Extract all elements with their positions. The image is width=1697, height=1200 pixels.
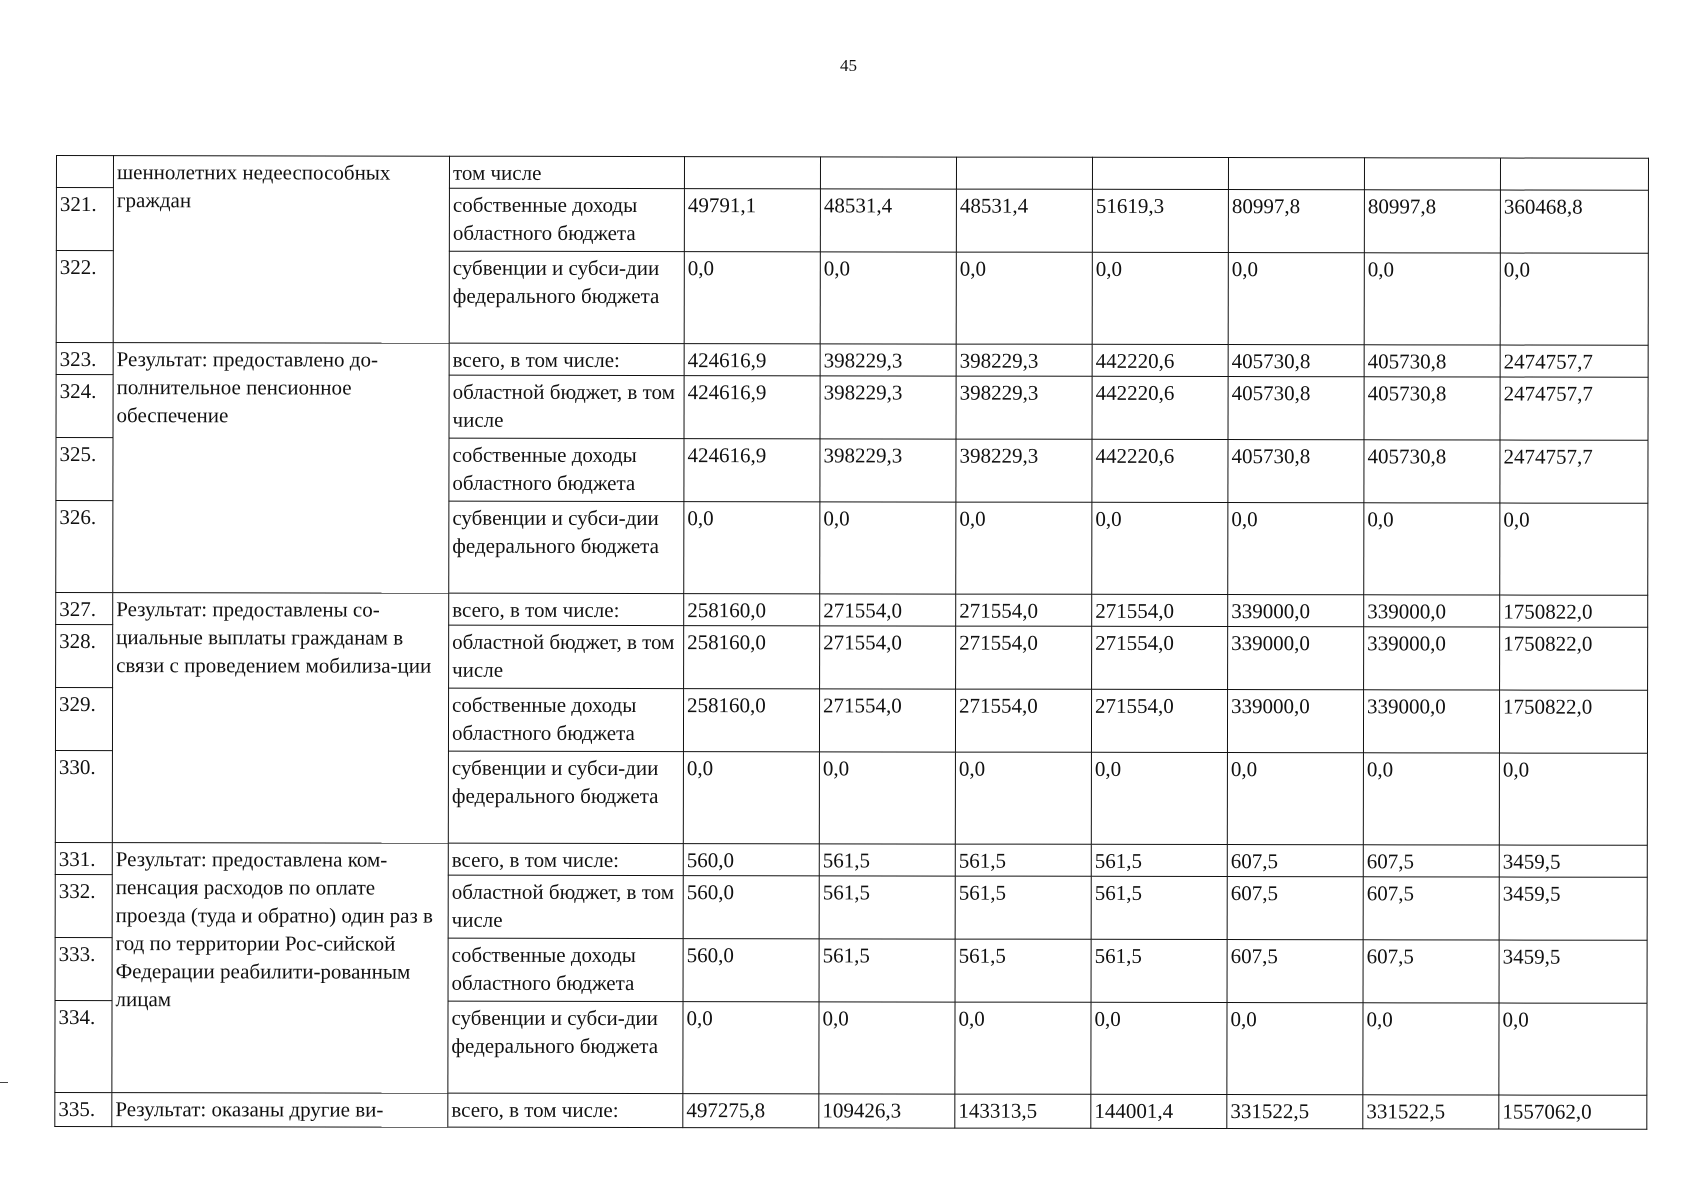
row-number-cell: 333.	[55, 937, 112, 1000]
amount-cell: 561,5	[819, 939, 955, 1002]
amount-cell: 497275,8	[683, 1094, 819, 1128]
amount-cell: 2474757,7	[1500, 345, 1648, 377]
amount-cell: 0,0	[683, 752, 819, 844]
amount-cell: 80997,8	[1228, 190, 1364, 253]
amount-cell: 398229,3	[956, 376, 1092, 439]
row-number-cell: 324.	[56, 375, 113, 438]
amount-cell: 405730,8	[1228, 345, 1364, 377]
amount-cell: 258160,0	[683, 689, 819, 752]
amount-cell: 442220,6	[1092, 344, 1228, 376]
amount-cell: 424616,9	[684, 439, 820, 502]
amount-cell: 0,0	[1228, 503, 1364, 595]
amount-cell: 0,0	[1363, 753, 1499, 845]
table-row	[56, 343, 1648, 378]
amount-cell: 405730,8	[1364, 345, 1500, 377]
amount-cell: 0,0	[956, 252, 1092, 344]
amount-cell: 0,0	[1364, 253, 1500, 345]
funding-source-cell: субвенции и субси-дии федерального бюджета	[449, 251, 684, 343]
amount-cell: 0,0	[1500, 503, 1648, 595]
amount-cell: 331522,5	[1227, 1095, 1363, 1129]
amount-cell: 271554,0	[820, 594, 956, 626]
table-body	[55, 156, 1649, 1130]
row-number-cell: 323.	[56, 343, 113, 375]
amount-cell: 1750822,0	[1500, 595, 1648, 627]
amount-cell: 560,0	[683, 844, 819, 876]
result-description-cell: Результат: предоставлено до-полнительное пенсионное обеспечение	[113, 343, 449, 594]
amount-cell: 109426,3	[819, 1094, 955, 1128]
amount-cell: 271554,0	[819, 689, 955, 752]
amount-cell: 560,0	[683, 876, 819, 939]
amount-cell: 0,0	[1227, 1003, 1363, 1095]
funding-source-cell: субвенции и субси-дии федерального бюджета	[449, 501, 684, 593]
amount-cell: 0,0	[819, 752, 955, 844]
row-number-cell: 331.	[55, 842, 112, 874]
amount-cell: 442220,6	[1092, 376, 1228, 439]
amount-cell: 339000,0	[1228, 595, 1364, 627]
row-number-cell	[56, 156, 113, 188]
amount-cell: 424616,9	[684, 344, 820, 376]
amount-cell: 143313,5	[955, 1094, 1091, 1128]
amount-cell: 0,0	[684, 252, 820, 344]
amount-cell: 560,0	[683, 939, 819, 1002]
amount-cell: 0,0	[955, 1002, 1091, 1094]
result-description-cell: Результат: оказаны другие ви-	[112, 1093, 448, 1128]
amount-cell: 48531,4	[820, 189, 956, 252]
amount-cell: 360468,8	[1500, 190, 1648, 253]
amount-cell: 561,5	[1091, 939, 1227, 1002]
amount-cell: 3459,5	[1499, 877, 1647, 940]
margin-mark	[0, 1082, 8, 1083]
amount-cell: 1557062,0	[1499, 1095, 1647, 1129]
amount-cell: 271554,0	[1092, 626, 1228, 689]
amount-cell	[1092, 157, 1228, 189]
row-number-cell: 321.	[56, 188, 113, 251]
amount-cell: 339000,0	[1364, 595, 1500, 627]
amount-cell: 0,0	[820, 252, 956, 344]
amount-cell: 271554,0	[1092, 594, 1228, 626]
result-description-cell: Результат: предоставлена ком-пенсация расходов по оплате проезда (туда и обратно) один раз в год по территории Рос-сийской Федерации реабилити-рованным лицам	[112, 843, 448, 1094]
amount-cell: 607,5	[1363, 940, 1499, 1003]
amount-cell	[820, 157, 956, 189]
row-number-cell: 330.	[55, 750, 112, 842]
amount-cell: 339000,0	[1227, 690, 1363, 753]
amount-cell: 144001,4	[1091, 1094, 1227, 1128]
amount-cell: 0,0	[819, 1002, 955, 1094]
amount-cell: 607,5	[1363, 845, 1499, 877]
table-row	[55, 842, 1647, 877]
amount-cell: 0,0	[683, 1002, 819, 1094]
amount-cell: 398229,3	[956, 344, 1092, 376]
amount-cell: 0,0	[1499, 1003, 1647, 1095]
funding-source-cell: том числе	[449, 156, 684, 188]
amount-cell: 51619,3	[1092, 189, 1228, 252]
amount-cell: 398229,3	[820, 376, 956, 439]
amount-cell: 0,0	[684, 502, 820, 594]
amount-cell: 0,0	[820, 502, 956, 594]
amount-cell	[684, 157, 820, 189]
amount-cell	[1364, 158, 1500, 190]
amount-cell: 0,0	[955, 752, 1091, 844]
amount-cell: 2474757,7	[1500, 440, 1648, 503]
result-description-cell: шеннолетних недееспособных граждан	[113, 156, 449, 344]
amount-cell: 424616,9	[684, 376, 820, 439]
amount-cell: 1750822,0	[1499, 690, 1647, 753]
amount-cell: 3459,5	[1499, 845, 1647, 877]
row-number-cell: 325.	[56, 438, 113, 501]
funding-source-cell: собственные доходы областного бюджета	[448, 688, 683, 751]
amount-cell: 0,0	[1091, 1002, 1227, 1094]
amount-cell: 271554,0	[1091, 689, 1227, 752]
row-number-cell: 335.	[55, 1092, 112, 1126]
amount-cell: 398229,3	[956, 439, 1092, 502]
amount-cell: 398229,3	[820, 439, 956, 502]
amount-cell	[1500, 158, 1648, 190]
funding-source-cell: субвенции и субси-дии федерального бюджета	[448, 751, 683, 843]
amount-cell: 49791,1	[684, 189, 820, 252]
funding-source-cell: собственные доходы областного бюджета	[449, 438, 684, 501]
row-number-cell: 332.	[55, 874, 112, 937]
funding-source-cell: субвенции и субси-дии федерального бюджета	[448, 1001, 683, 1093]
funding-source-cell: всего, в том числе:	[449, 593, 684, 625]
amount-cell: 405730,8	[1364, 377, 1500, 440]
amount-cell: 607,5	[1227, 877, 1363, 940]
amount-cell: 561,5	[955, 844, 1091, 876]
funding-source-cell: всего, в том числе:	[449, 343, 684, 375]
amount-cell: 0,0	[1092, 252, 1228, 344]
table-row	[56, 156, 1648, 191]
amount-cell: 0,0	[1227, 753, 1363, 845]
amount-cell: 561,5	[819, 876, 955, 939]
amount-cell: 48531,4	[956, 189, 1092, 252]
amount-cell: 2474757,7	[1500, 377, 1648, 440]
amount-cell: 1750822,0	[1500, 627, 1648, 690]
funding-source-cell: собственные доходы областного бюджета	[448, 938, 683, 1001]
amount-cell: 3459,5	[1499, 940, 1647, 1003]
amount-cell: 607,5	[1227, 940, 1363, 1003]
amount-cell: 561,5	[1091, 844, 1227, 876]
row-number-cell: 329.	[55, 688, 112, 751]
amount-cell: 0,0	[1500, 253, 1648, 345]
amount-cell: 0,0	[1228, 253, 1364, 345]
amount-cell: 561,5	[955, 939, 1091, 1002]
table-row	[55, 1092, 1647, 1129]
row-number-cell: 327.	[56, 593, 113, 625]
amount-cell: 339000,0	[1364, 627, 1500, 690]
page-number: 45	[840, 56, 857, 75]
amount-cell: 0,0	[1499, 753, 1647, 845]
amount-cell: 0,0	[956, 502, 1092, 594]
amount-cell: 561,5	[1091, 876, 1227, 939]
amount-cell: 80997,8	[1364, 190, 1500, 253]
amount-cell	[1228, 158, 1364, 190]
amount-cell: 607,5	[1363, 877, 1499, 940]
amount-cell: 561,5	[955, 876, 1091, 939]
amount-cell: 339000,0	[1228, 627, 1364, 690]
amount-cell: 271554,0	[820, 626, 956, 689]
funding-source-cell: областной бюджет, в том числе	[449, 625, 684, 688]
amount-cell: 258160,0	[684, 626, 820, 689]
amount-cell: 0,0	[1091, 752, 1227, 844]
amount-cell: 271554,0	[956, 626, 1092, 689]
amount-cell: 405730,8	[1228, 440, 1364, 503]
amount-cell: 0,0	[1364, 503, 1500, 595]
funding-source-cell: всего, в том числе:	[448, 1093, 683, 1127]
amount-cell: 271554,0	[956, 594, 1092, 626]
result-description-cell: Результат: предоставлены со-циальные выплаты гражданам в связи с проведением мобилиза-ции	[112, 593, 448, 844]
amount-cell: 442220,6	[1092, 439, 1228, 502]
budget-table	[54, 155, 1649, 1130]
amount-cell: 607,5	[1227, 845, 1363, 877]
amount-cell: 0,0	[1092, 502, 1228, 594]
funding-source-cell: областной бюджет, в том числе	[448, 875, 683, 938]
row-number-cell: 326.	[56, 501, 113, 593]
table-row	[56, 593, 1648, 628]
row-number-cell: 328.	[56, 625, 113, 688]
amount-cell: 258160,0	[684, 594, 820, 626]
amount-cell: 405730,8	[1228, 377, 1364, 440]
amount-cell: 339000,0	[1363, 690, 1499, 753]
amount-cell: 271554,0	[955, 689, 1091, 752]
row-number-cell: 322.	[56, 251, 113, 343]
row-number-cell: 334.	[55, 1000, 112, 1092]
funding-source-cell: собственные доходы областного бюджета	[449, 188, 684, 251]
funding-source-cell: всего, в том числе:	[448, 843, 683, 875]
amount-cell: 405730,8	[1364, 440, 1500, 503]
amount-cell: 398229,3	[820, 344, 956, 376]
amount-cell: 331522,5	[1363, 1095, 1499, 1129]
funding-source-cell: областной бюджет, в том числе	[449, 375, 684, 438]
amount-cell: 0,0	[1363, 1003, 1499, 1095]
amount-cell	[956, 157, 1092, 189]
amount-cell: 561,5	[819, 844, 955, 876]
